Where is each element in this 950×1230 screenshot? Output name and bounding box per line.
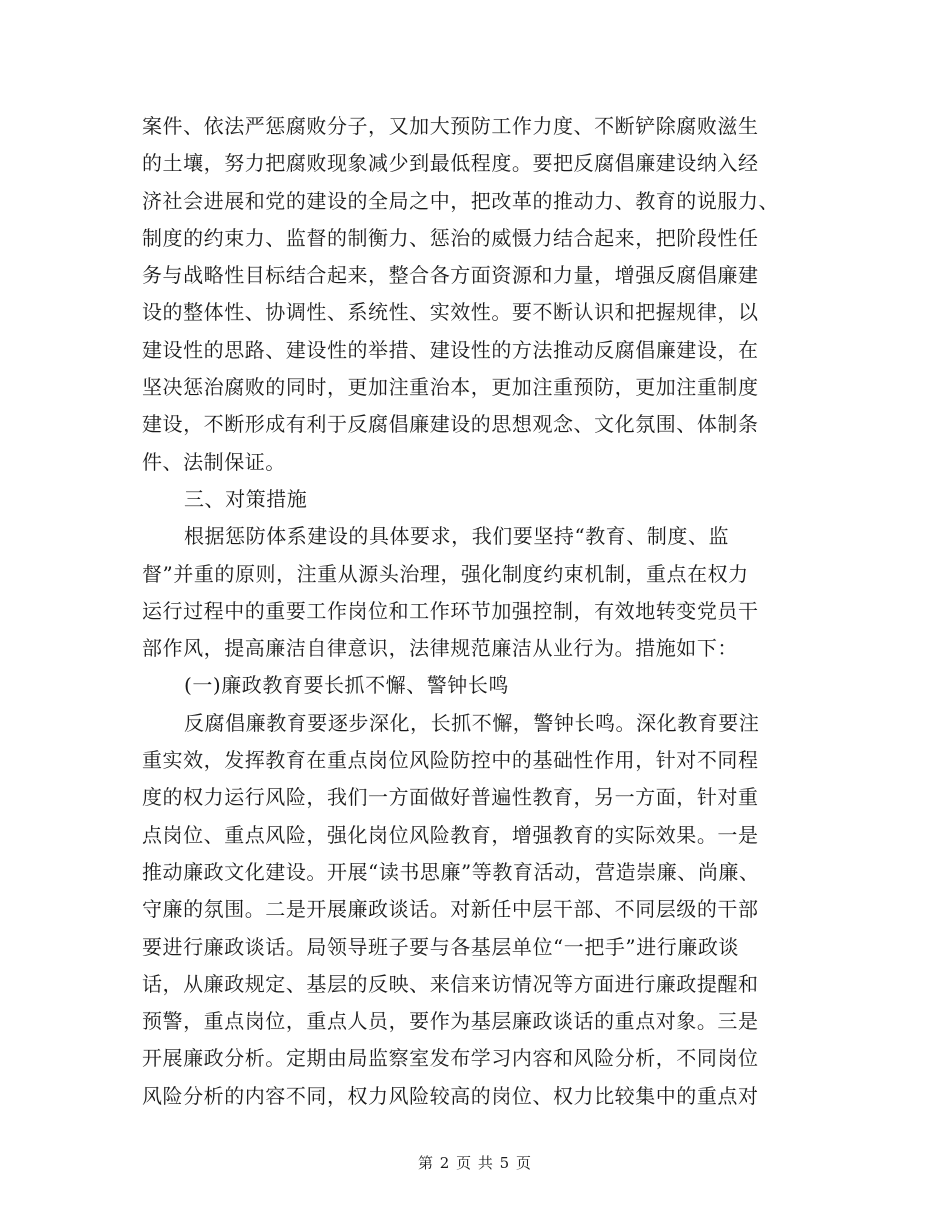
text-line: 要进行廉政谈话。局领导班子要与各基层单位“一把手”进行廉政谈 bbox=[142, 934, 739, 959]
text-line: 开展廉政分析。定期由局监察室发布学习内容和风险分析，不同岗位 bbox=[142, 1046, 759, 1071]
text-line: 济社会进展和党的建设的全局之中，把改革的推动力、教育的说服力、 bbox=[142, 188, 780, 213]
text-line: 设的整体性、协调性、系统性、实效性。要不断认识和把握规律，以 bbox=[142, 300, 759, 325]
text-line: 案件、依法严惩腐败分子，又加大预防工作力度、不断铲除腐败滋生 bbox=[142, 114, 759, 138]
text-line: 根据惩防体系建设的具体要求，我们要坚持“教育、制度、监 bbox=[184, 524, 730, 549]
text-line: 建设性的思路、建设性的举措、建设性的方法推动反腐倡廉建设，在 bbox=[142, 337, 759, 362]
text-line: 三、对策措施 bbox=[184, 486, 308, 511]
text-line: 建设，不断形成有利于反腐倡廉建设的思想观念、文化氛围、体制条 bbox=[142, 412, 759, 437]
text-line: 件、法制保证。 bbox=[142, 449, 286, 474]
text-line: 坚决惩治腐败的同时，更加注重治本，更加注重预防，更加注重制度 bbox=[142, 375, 759, 400]
text-line: 预警，重点岗位，重点人员，要作为基层廉政谈话的重点对象。三是 bbox=[142, 1009, 759, 1034]
text-line: 话，从廉政规定、基层的反映、来信来访情况等方面进行廉政提醒和 bbox=[142, 971, 759, 996]
text-line: 的土壤，努力把腐败现象减少到最低程度。要把反腐倡廉建设纳入经 bbox=[142, 151, 759, 176]
page-footer: 第 2 页 共 5 页 bbox=[418, 1154, 532, 1172]
text-line: 督”并重的原则，注重从源头治理，强化制度约束机制，重点在权力 bbox=[142, 561, 749, 586]
text-line: (一)廉政教育要长抓不懈、警钟长鸣 bbox=[184, 673, 509, 698]
text-line: 风险分析的内容不同，权力风险较高的岗位、权力比较集中的重点对 bbox=[142, 1083, 759, 1108]
document-body bbox=[142, 108, 814, 1115]
text-line: 守廉的氛围。二是开展廉政谈话。对新任中层干部、不同层级的干部 bbox=[142, 897, 759, 922]
text-line: 点岗位、重点风险，强化岗位风险教育，增强教育的实际效果。一是 bbox=[142, 822, 759, 847]
text-line: 运行过程中的重要工作岗位和工作环节加强控制，有效地转变党员干 bbox=[142, 598, 759, 623]
text-line: 制度的约束力、监督的制衡力、惩治的威慑力结合起来，把阶段性任 bbox=[142, 225, 759, 250]
text-line: 务与战略性目标结合起来，整合各方面资源和力量，增强反腐倡廉建 bbox=[142, 263, 759, 288]
text-line: 度的权力运行风险，我们一方面做好普遍性教育，另一方面，针对重 bbox=[142, 785, 759, 810]
text-line: 推动廉政文化建设。开展“读书思廉”等教育活动，营造崇廉、尚廉、 bbox=[142, 859, 760, 884]
text-line: 重实效，发挥教育在重点岗位风险防控中的基础性作用，针对不同程 bbox=[142, 748, 759, 773]
text-line: 反腐倡廉教育要逐步深化，长抓不懈，警钟长鸣。深化教育要注 bbox=[184, 710, 760, 735]
text-line: 部作风，提高廉洁自律意识，法律规范廉洁从业行为。措施如下： bbox=[142, 636, 738, 661]
